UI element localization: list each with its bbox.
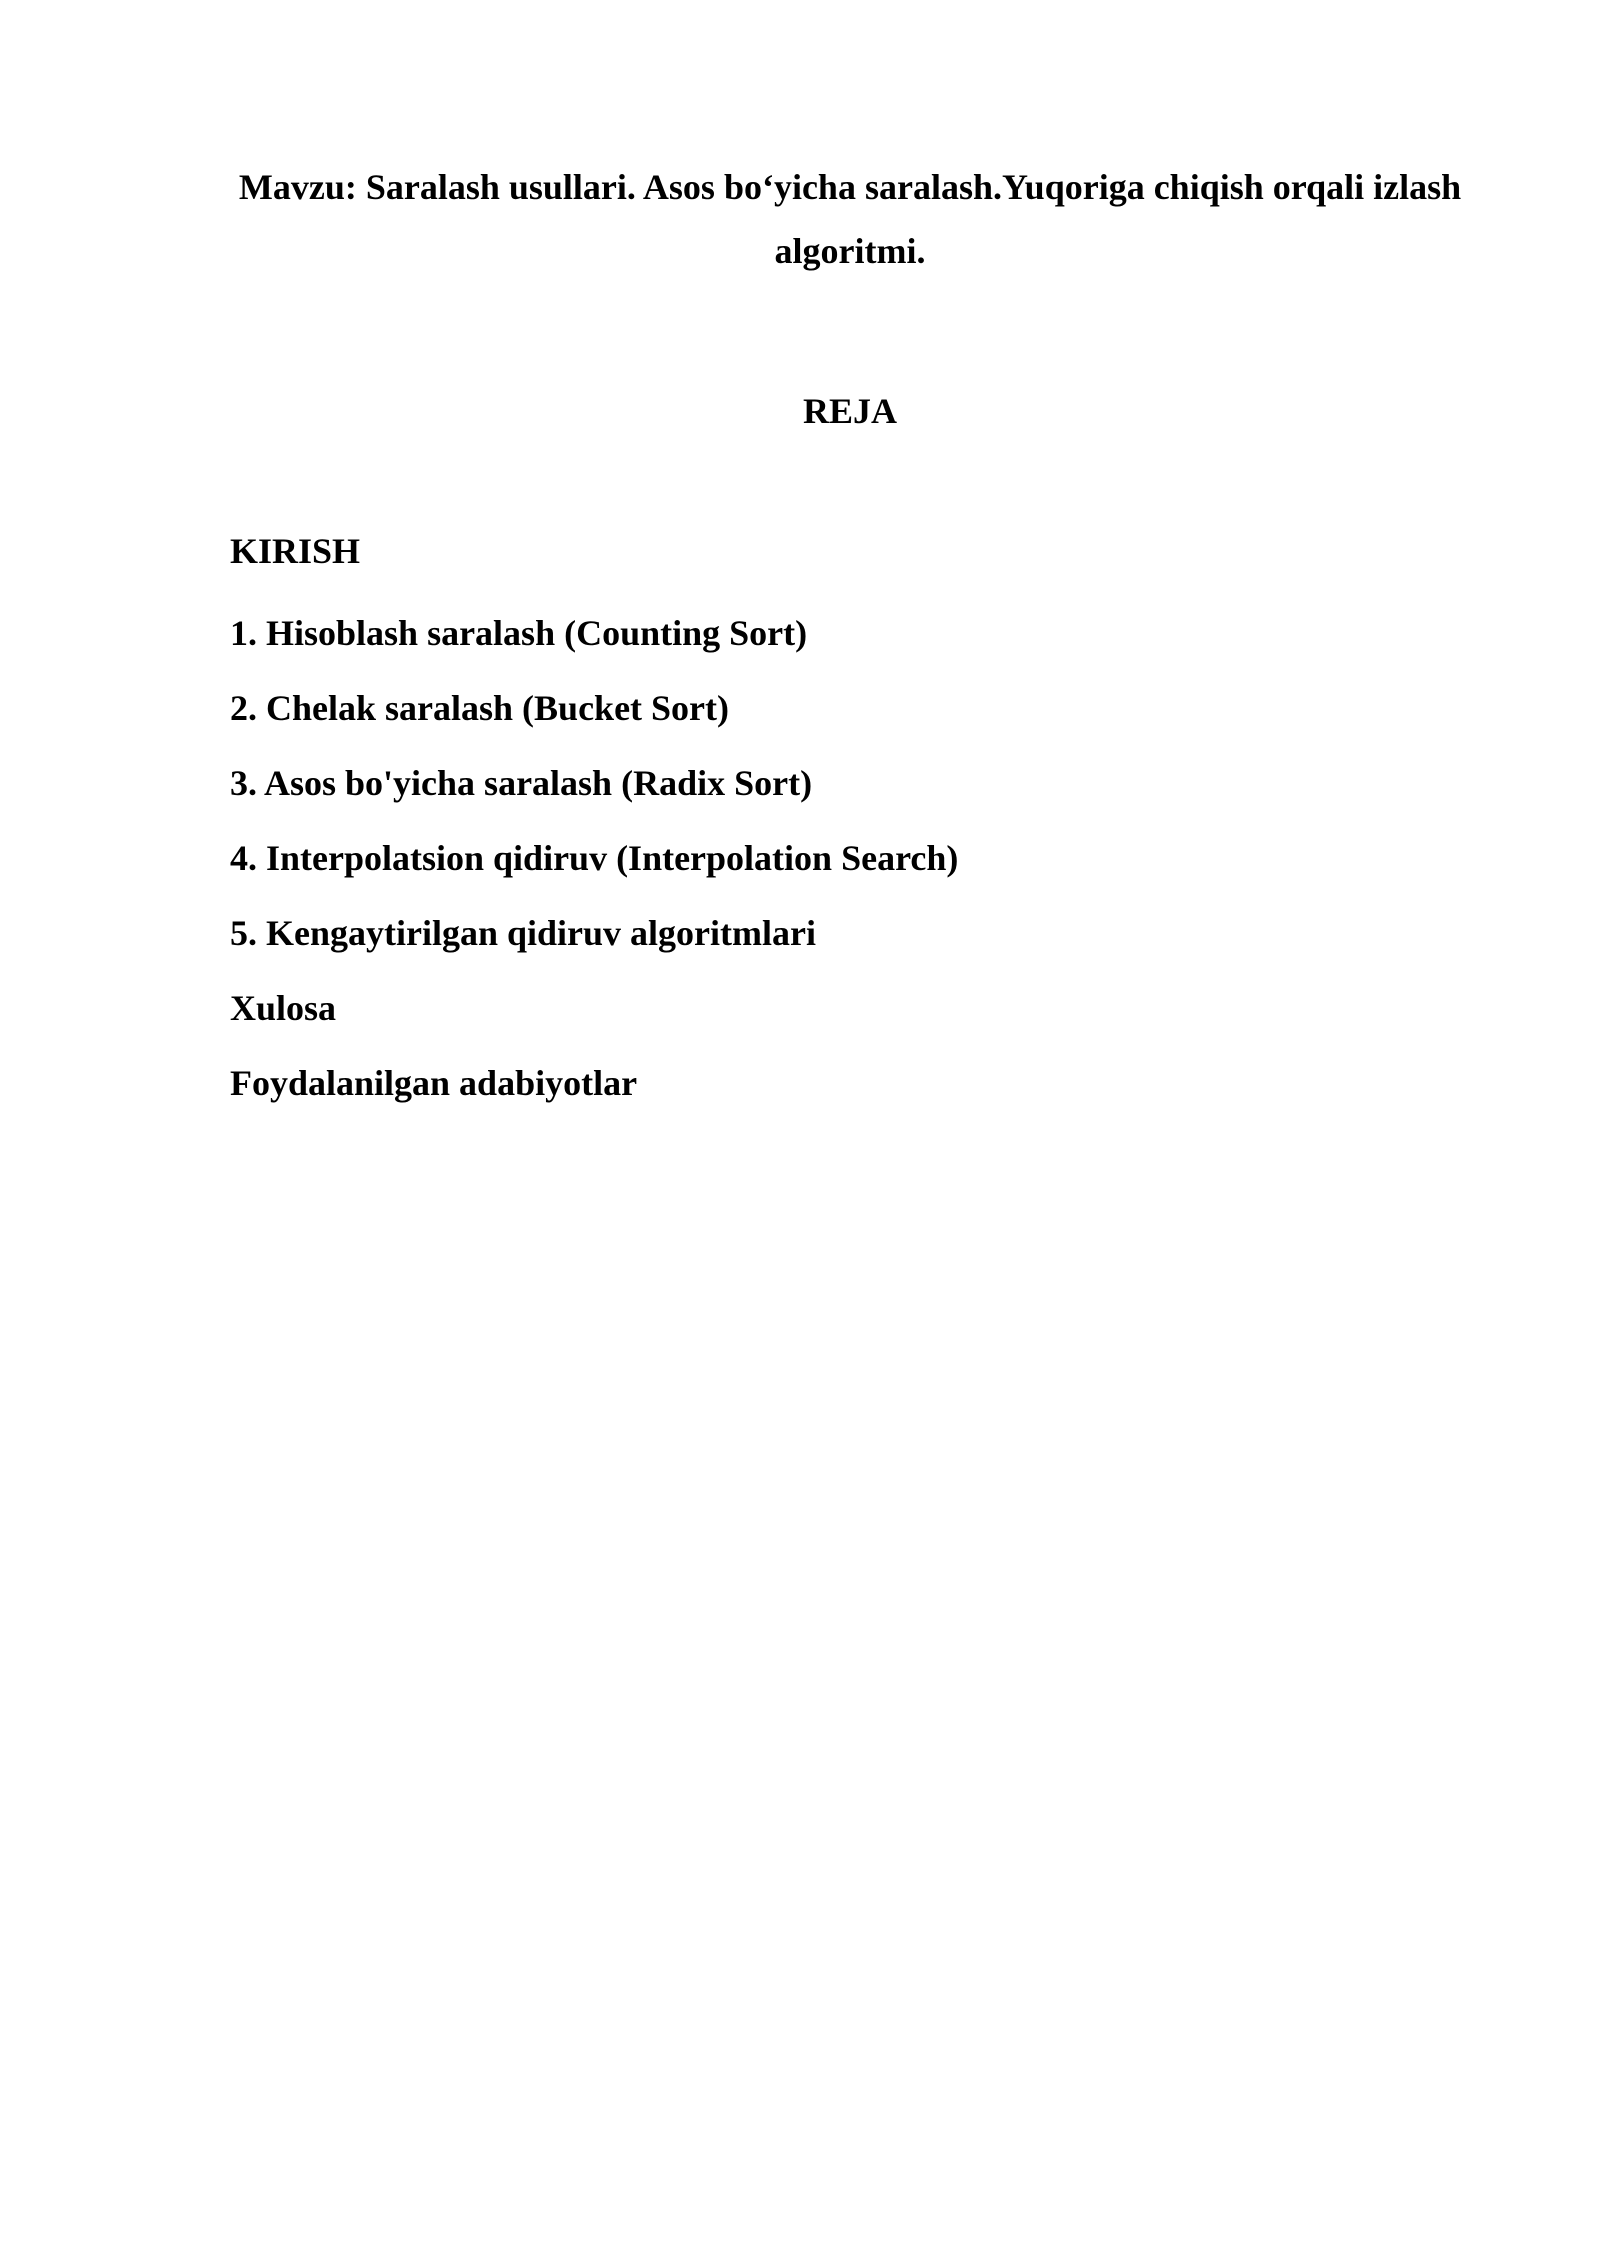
plan-item-introduction: KIRISH [230,531,361,571]
plan-list [230,525,958,1109]
document-title: Mavzu: Saralash usullari. Asos bo‘yicha saralash.Yuqoriga chiqish orqali izlash algoritmi. [238,167,1462,271]
plan-heading: REJA [802,391,897,431]
plan-item-bucket-sort: 2. Chelak saralash (Bucket Sort) [230,688,730,728]
plan-item-extended-search: 5. Kengaytirilgan qidiruv algoritmlari [230,913,816,953]
plan-item-conclusion: Xulosa [230,988,337,1028]
plan-item-references: Foydalanilgan adabiyotlar [230,1063,638,1103]
plan-item-radix-sort: 3. Asos bo'yicha saralash (Radix Sort) [230,763,813,803]
plan-item-counting-sort: 1. Hisoblash saralash (Counting Sort) [230,613,808,653]
plan-item-interpolation-search: 4. Interpolatsion qidiruv (Interpolation Search) [230,838,959,878]
